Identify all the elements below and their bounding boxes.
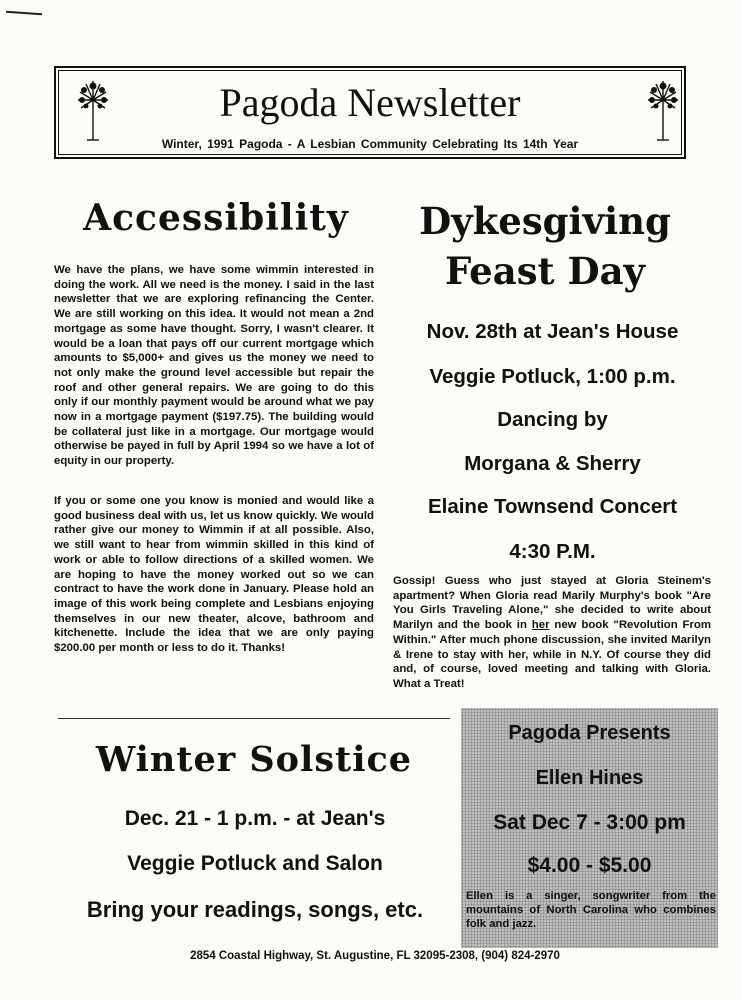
presents-date: Sat Dec 7 - 3:00 pm xyxy=(493,811,686,834)
presents-heading: Pagoda Presents xyxy=(508,722,671,744)
dykesgiving-performers: Morgana & Sherry xyxy=(464,452,641,475)
gossip-text-2: new book "Revolution From Within." After much phone discussion, she invited Marilyn & Irene to stay with her, while in N.Y. Of course they did and, of course, loved meeting and talking with Gloria. What a Treat! xyxy=(393,619,711,690)
gossip-text-1: Gossip! Guess who just stayed at Gloria Steinem's apartment? When Gloria read Marily Murphy's book "Are You Girls Traveling Alone," she decided to write about Marilyn and the book in xyxy=(393,575,711,632)
dykesgiving-dancing: Dancing by xyxy=(497,408,608,431)
accessibility-paragraph-2: If you or some one you know is monied and would like a good business deal with us, let us know quickly. We would rather give our money to Wimmin if at all possible. Also, we still want to hear from wimmin skilled in this kind of work or able to follow directions of a skilled women. We are hoping to have the money worked out so we can contract to have the work done in January. Please hold an image of this work being complete and Lesbians enjoying themselves in our new theater, alcove, bathroom and kitchenette. Include the idea that we are only paying $200.00 per month or less to do it. Thanks! xyxy=(54,495,374,655)
winter-potluck: Veggie Potluck and Salon xyxy=(127,852,383,875)
winter-solstice-heading: Winter Solstice xyxy=(95,739,413,780)
presents-description: Ellen is a singer, songwriter from the mountains of North Carolina who combines folk and jazz. xyxy=(466,890,716,930)
winter-bring: Bring your readings, songs, etc. xyxy=(86,897,424,922)
dykesgiving-date: Nov. 28th at Jean's House xyxy=(426,320,679,343)
accessibility-heading: Accessibility xyxy=(83,197,349,239)
dykesgiving-heading xyxy=(390,196,700,296)
newsletter-subtitle: Winter, 1991 Pagoda - A Lesbian Community Celebrating Its 14th Year xyxy=(161,137,579,151)
gossip-underlined: her xyxy=(531,619,550,632)
dykesgiving-concert-time: 4:30 P.M. xyxy=(509,540,596,563)
presents-performer: Ellen Hines xyxy=(535,767,644,789)
dykesgiving-heading-line-2: Feast Day xyxy=(444,249,646,293)
gossip-paragraph xyxy=(393,574,711,692)
dykesgiving-concert: Elaine Townsend Concert xyxy=(427,495,678,518)
dykesgiving-heading-line-1: Dykesgiving xyxy=(419,199,671,243)
presents-price: $4.00 - $5.00 xyxy=(527,854,652,877)
palm-tree-icon xyxy=(646,78,680,148)
dykesgiving-potluck: Veggie Potluck, 1:00 p.m. xyxy=(429,365,676,388)
footer-address: 2854 Coastal Highway, St. Augustine, FL 32095-2308, (904) 824-2970 xyxy=(190,950,560,962)
accessibility-paragraph-1: We have the plans, we have some wimmin interested in doing the work. All we need is the money. I said in the last newsletter that we are exploring refinancing the Center. We are still working on this idea. It would not mean a 2nd mortgage as some have thought. Sorry, I wasn't clearer. It would be a loan that pays off our current mortgage which amounts to $5,000+ and gives us the money we need to not only make the ground level accessible but repair the roof and other general repairs. We are going to do this only if our monthly payment would be around what we pay now in a mortgage payment ($197.75). The building would be collateral just like in a mortgage. Our mortgage would otherwise be payed in full by April 1994 so we have a lot of equity in our property. xyxy=(54,264,374,468)
newsletter-title: Pagoda Newsletter xyxy=(219,80,521,125)
scan-mark xyxy=(6,11,42,16)
section-divider xyxy=(58,718,450,719)
winter-date: Dec. 21 - 1 p.m. - at Jean's xyxy=(124,807,386,830)
